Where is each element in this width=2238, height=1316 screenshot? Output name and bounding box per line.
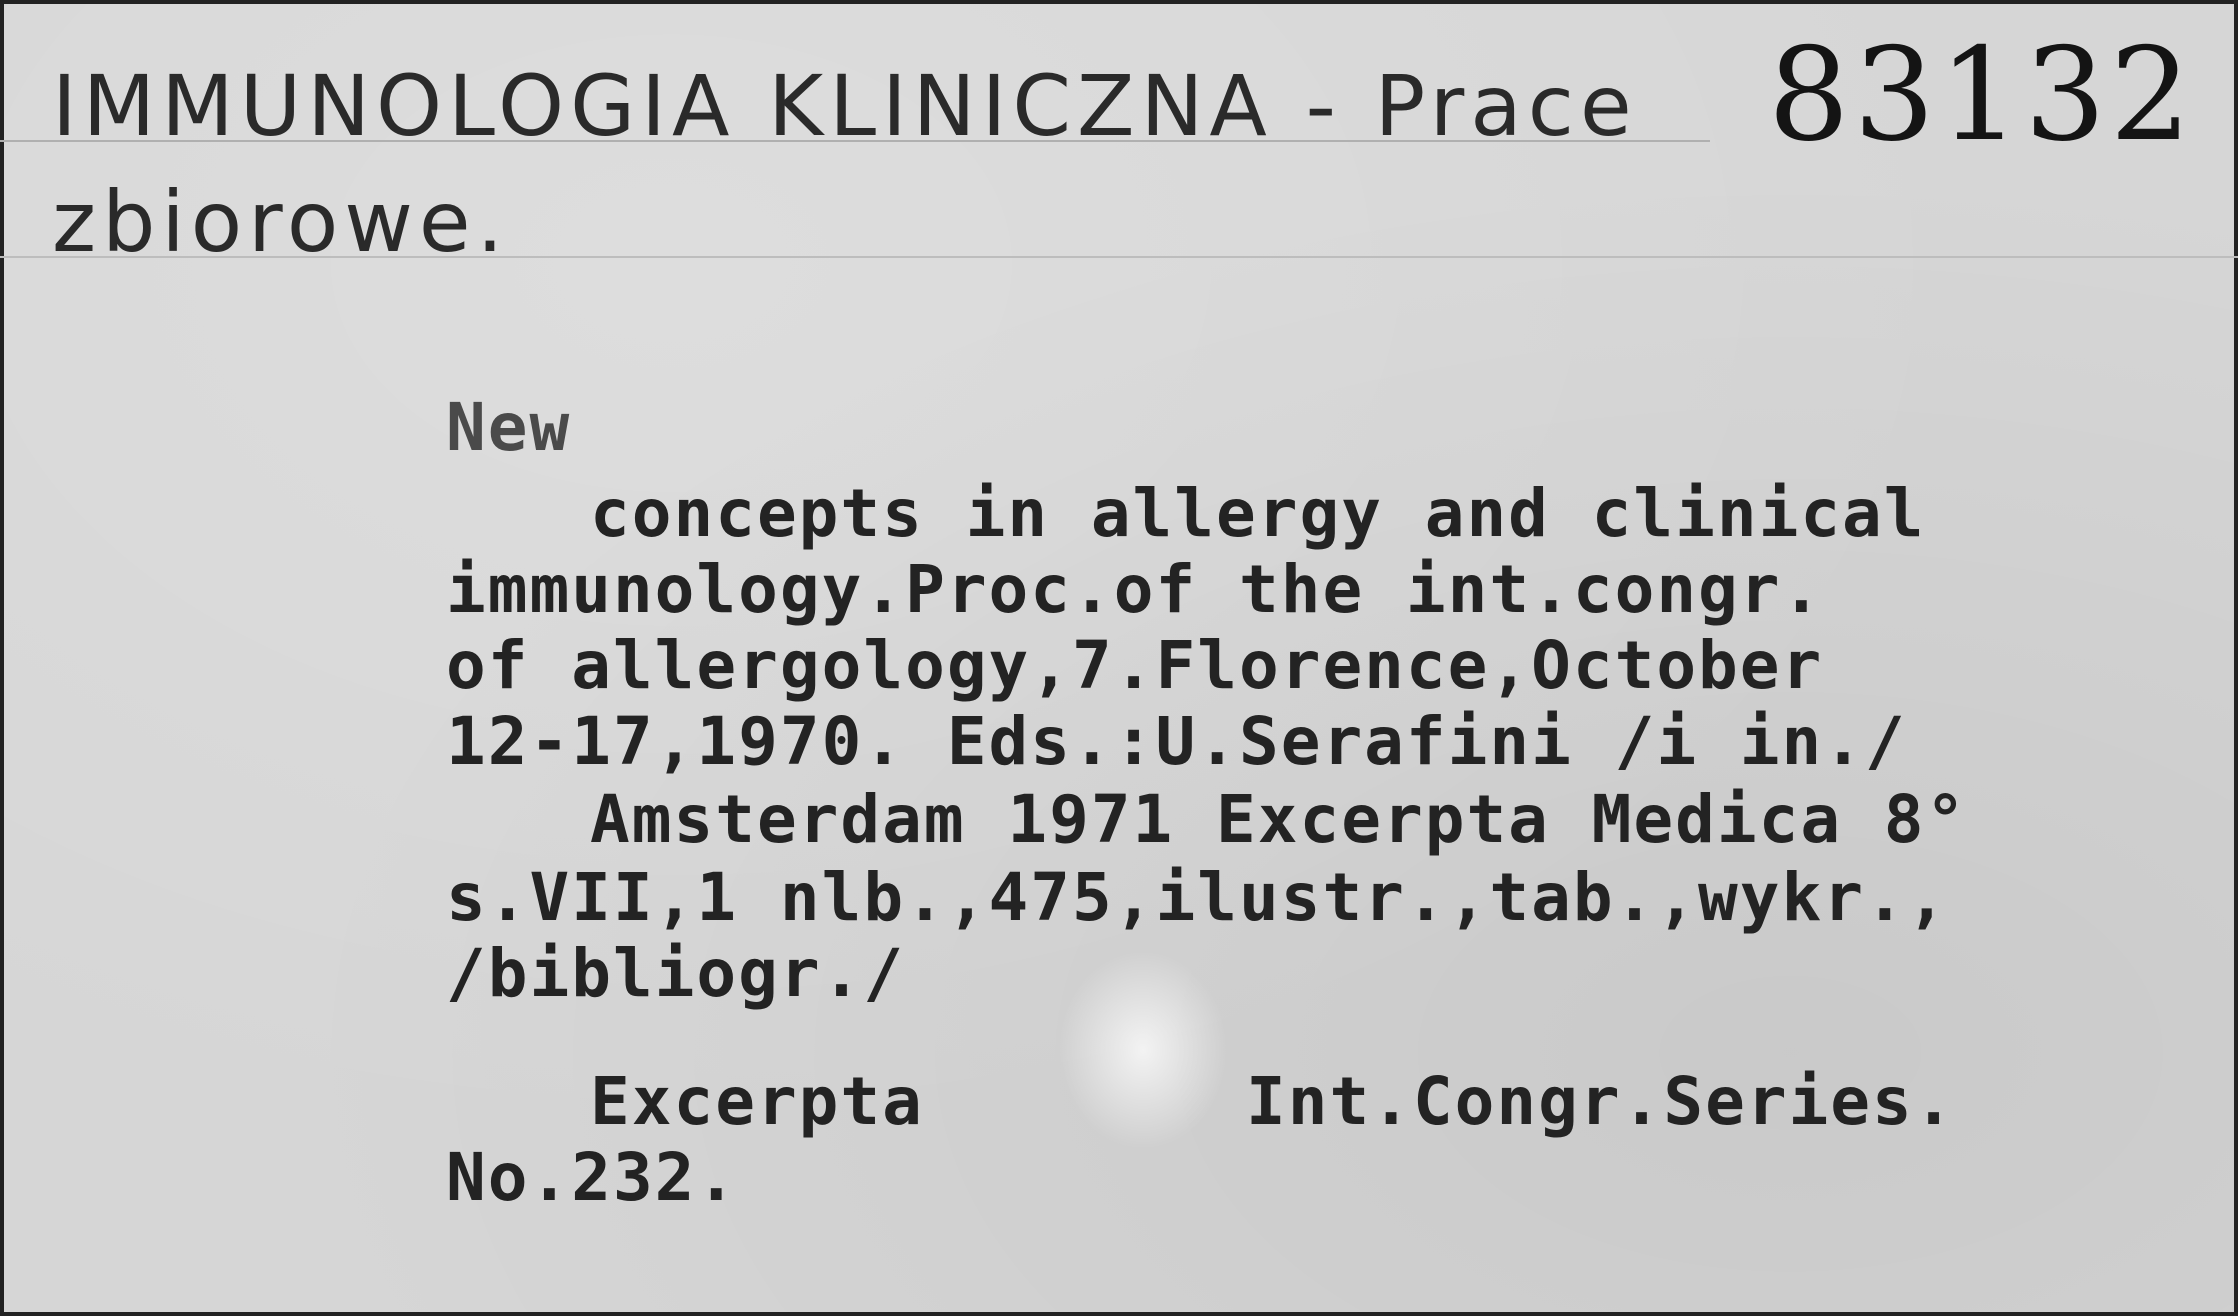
paper-smudge	[1058, 950, 1228, 1150]
series-statement-right: Int.Congr.Series.	[1246, 1063, 1956, 1140]
call-number: 83132	[1768, 21, 2196, 170]
entry-line: s.VII,1 nlb.,475,ilustr.,tab.,wykr.,	[446, 859, 1949, 936]
entry-line: of allergology,7.Florence,October	[446, 627, 1824, 704]
subject-heading-line-2: zbiorowe.	[52, 173, 510, 271]
entry-line: immunology.Proc.of the int.congr.	[446, 551, 1824, 628]
series-number: No.232.	[446, 1139, 739, 1216]
entry-line: Amsterdam 1971 Excerpta Medica 8°	[590, 781, 1968, 858]
subject-heading-line-1: IMMUNOLOGIA KLINICZNA - Prace	[52, 57, 1638, 155]
entry-line: /bibliogr./	[446, 935, 906, 1012]
entry-line: concepts in allergy and clinical	[590, 475, 1926, 552]
series-statement-left: Excerpta	[590, 1063, 924, 1140]
entry-line: New	[446, 389, 572, 466]
entry-line: 12-17,1970. Eds.:U.Serafini /i in./	[446, 703, 1907, 780]
